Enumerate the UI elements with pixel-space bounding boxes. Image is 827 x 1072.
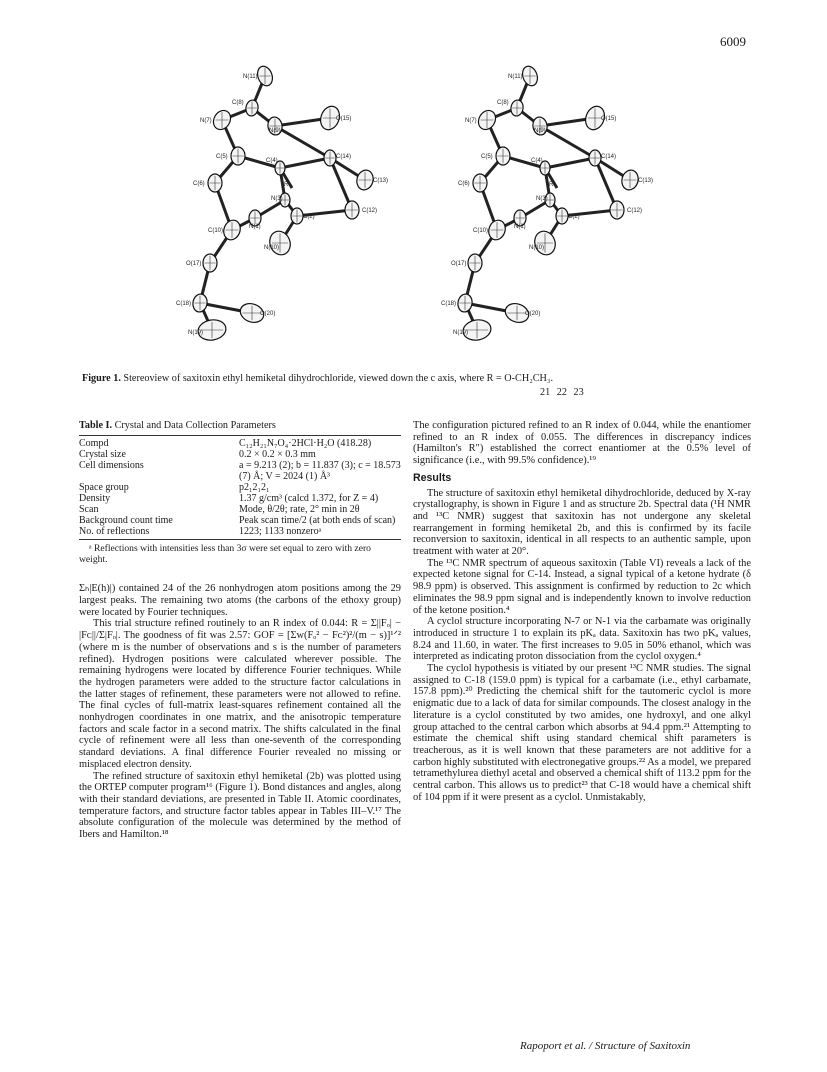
table-cell-key: Cell dimensions [79,459,144,471]
reference-numbers: 21 22 23 [540,387,584,398]
stereo-right-view [441,64,653,342]
table-row [79,493,401,504]
left-column [79,420,401,841]
table-cell-key: Compd [79,435,239,449]
atom-label: N(1) [514,224,526,230]
atom-label: N(10) [529,245,545,251]
atom-label: C(13) [373,178,389,184]
atom-label: O(17) [451,261,467,267]
atom-label: C(14) [601,154,617,160]
atom-label: C(18) [176,301,192,307]
figure-caption [82,373,772,384]
atom-label: C(12) [362,208,378,214]
page-number: 6009 [720,34,746,49]
atom-label: O(20) [525,311,541,317]
table-cell-value: C₁₂H₂₁N₇O₄·2HCl·H₂O (418.28) [239,435,401,449]
atom-label: N(9) [269,128,281,134]
atom-label: C(8) [497,100,509,106]
body-paragraph: The cyclol hypothesis is vitiated by our present ¹³C NMR studies. The signal assigned to C-18 (159.0 ppm) is typical for a carbamate (i.e., ethyl carbamate, 157.8 ppm).²⁰ Predicting the chemical shift for the tautomeric cyclol is more enigmatic due to a lack of data for similar compounds. The closest analogy in the literature is a cyclol constituted by two amides, one hydroxyl, and one alkyl group attached to the central carbon which absorbs at 94.4 ppm.²¹ Attempting to estimate the chemical shift using standard chemical shift parameters is treacherous, as it is well known that these parameters are not additive for a carbon highly substituted with electronegative groups.²² As a model, we prepared tetramethylurea diethyl acetal and observed a chemical shift of 113.2 ppm for the central carbon. This allows us to predict²³ that C-18 would have a chemical shift of 104 ppm if it were present as a cyclol. Unmistakably, [413,663,751,803]
atom-label: N(9) [534,128,546,134]
table-cell-value: 0.2 × 0.2 × 0.3 mm [239,448,316,460]
bond-line [275,126,330,158]
bond-line [545,158,595,168]
crystal-parameters-table [79,435,401,540]
bond-line [540,126,595,158]
table-title [79,420,401,432]
table-row [79,526,401,540]
table-cell-key: Space group [79,481,129,493]
atom-label: N(19) [188,330,204,336]
atom-label: N(10) [264,245,280,251]
atom-label: C(5) [481,154,493,160]
atom-label: N(11) [508,74,523,80]
atom-label: N(3) [536,196,548,202]
table-cell-value: p2₁2₁2₁ [239,481,270,493]
body-paragraph: This trial structure refined routinely to an R index of 0.044: R = Σ||Fₒ| − |Fᴄ||/Σ|Fₒ|. The goodness of fit was 2.57: GOF = [Σw(Fₒ² − Fᴄ²)²/(m − s)]¹ᐟ² (where m is the number of observations and s is the number of parameters refined). Hydrogen positions were calculated wherever possible. The remaining hydrogens were located by difference Fourier techniques. While the hydrogen parameters were added to the structure factor calculations in the latter stages of refinement, these parameters were not allowed to refine. The final cycles of full-matrix least-squares refinement contained all the nonhydrogen coordinates in one matrix, and the anisotropic temperature factors and scale factor in a second matrix. The shifts calculated in the final cycle of refinement were all less than one-seventh of the corresponding standard deviations. A final difference Fourier revealed no missing or misplaced electron density. [79,618,401,770]
table-row [79,482,401,493]
atom-label: C(2) [568,214,580,220]
atom-label: C(2) [303,214,315,220]
body-paragraph: Σₕ|E(h)|) contained 24 of the 26 nonhydrogen atom positions among the 29 largest peaks. The remaining two atoms (the carbons of the ethoxy group) were located by Fourier techniques. [79,583,401,618]
atom-label: R [549,182,554,188]
body-paragraph: The refined structure of saxitoxin ethyl hemiketal (2b) was plotted using the ORTEP computer program¹⁶ (Figure 1). Bond distances and angles, along with their standard deviations, are presented in Table II. Atomic coordinates, temperature factors, and structure factor tables appear in Tables III–V.¹⁷ The absolute configuration of the molecule was determined by the method of Ibers and Hamilton.¹⁸ [79,770,401,841]
body-paragraph: The ¹³C NMR spectrum of aqueous saxitoxin (Table VI) reveals a lack of the expected ketone signal for C-14. Instead, a signal typical of a ketone hydrate (δ 98.9 ppm) is observed. This assignment is confirmed by reduction to 2c which eliminates the 98.9 ppm signal and is independently known to involve reduction of the ketone position.⁴ [413,557,751,616]
atom-label: N(11) [243,74,258,80]
atom-label: C(6) [458,181,470,187]
atom-label: O(15) [601,116,617,122]
table-row [79,435,401,449]
atom-label: N(7) [465,118,477,124]
atom-label: C(6) [193,181,205,187]
atom-label: O(15) [336,116,352,122]
figure-caption-label: Figure 1. [82,373,121,384]
atom-label: C(5) [216,154,228,160]
table-cell-value: 1.37 g/cm³ (calcd 1.372, for Z = 4) [239,492,379,504]
table-cell-key: Background count time [79,514,173,526]
atom-label: C(4) [531,158,543,164]
bond-line [280,158,330,168]
table-label: Table I. [79,420,113,431]
atom-label: R [284,182,289,188]
table-footnote: ᵃ Reflections with intensities less than 3σ were set equal to zero with zero weight. [79,542,371,565]
table-cell-value: a = 9.213 (2); b = 11.837 (3); c = 18.573 (7) Å; V = 2024 (1) Å³ [239,459,401,482]
body-paragraph: The configuration pictured refined to an R index of 0.044, while the enantiomer refined to an R index of 0.055. The differences in discrepancy indices (Hamilton's R″) established the correct enantiomer at the 0.5% level of significance (i.e., with 99.5% confidence).¹⁹ [413,420,751,467]
right-column [413,420,751,804]
ortep-stereo-drawing [160,58,680,368]
atom-label: C(10) [473,228,489,234]
atom-label: N(19) [453,330,469,336]
atom-label: N(7) [200,118,212,124]
atom-label: C(13) [638,178,654,184]
atom-label: O(17) [186,261,202,267]
table-cell-value: Peak scan time/2 (at both ends of scan) [239,514,396,526]
table-row [79,515,401,526]
table-row [79,460,401,482]
table-cell-key: Density [79,492,111,504]
atom-label: O(20) [260,311,276,317]
atom-label: C(14) [336,154,352,160]
body-paragraph: The structure of saxitoxin ethyl hemiketal dihydrochloride, deduced by X-ray crystallography, is shown in Figure 1 and as structure 2b. Spectral data (¹H NMR and ¹³C NMR) suggest that saxitoxin has not undergone any skeletal rearrangement in forming hemiketal 2b, and this is confirmed by its facile reconversion to saxitoxin, identical in all respects to an authentic sample, upon treatment with water at 20°. [413,487,751,558]
atom-label: C(18) [441,301,457,307]
stereo-left-view [176,64,388,342]
table-cell-value: Mode, θ/2θ; rate, 2° min in 2θ [239,503,360,515]
body-paragraph: A cyclol structure incorporating N-7 or N-1 via the carbamate was originally introduced in structure 1 to explain its pKₐ data. Saxitoxin has two pKₐ values, 8.24 and 11.60, in water. The first increases to 9.05 in 50% ethanol, which was interpreted as indicating proton dissociation from the cyclol oxygen.⁴ [413,616,751,663]
stereoview-figure [160,58,680,368]
running-footer: Rapoport et al. / Structure of Saxitoxin [520,1040,691,1052]
atom-label: N(1) [249,224,261,230]
atom-label: C(12) [627,208,643,214]
figure-caption-text: Stereoview of saxitoxin ethyl hemiketal dihydrochloride, viewed down the c axis, where R = O-CH₂CH₃. [123,373,554,384]
table-cell-key: No. of reflections [79,526,239,540]
atom-label: C(4) [266,158,278,164]
table-cell-value: 1223; 1133 nonzeroᵃ [239,526,401,540]
atom-label: C(10) [208,228,224,234]
table-cell-key: Scan [79,503,99,515]
table-cell-key: Crystal size [79,448,126,460]
section-heading-results: Results [413,471,452,484]
atom-label: C(8) [232,100,244,106]
atom-label: N(3) [271,196,283,202]
table-row [79,504,401,515]
table-title-text: Crystal and Data Collection Parameters [114,420,276,431]
table-row [79,449,401,460]
